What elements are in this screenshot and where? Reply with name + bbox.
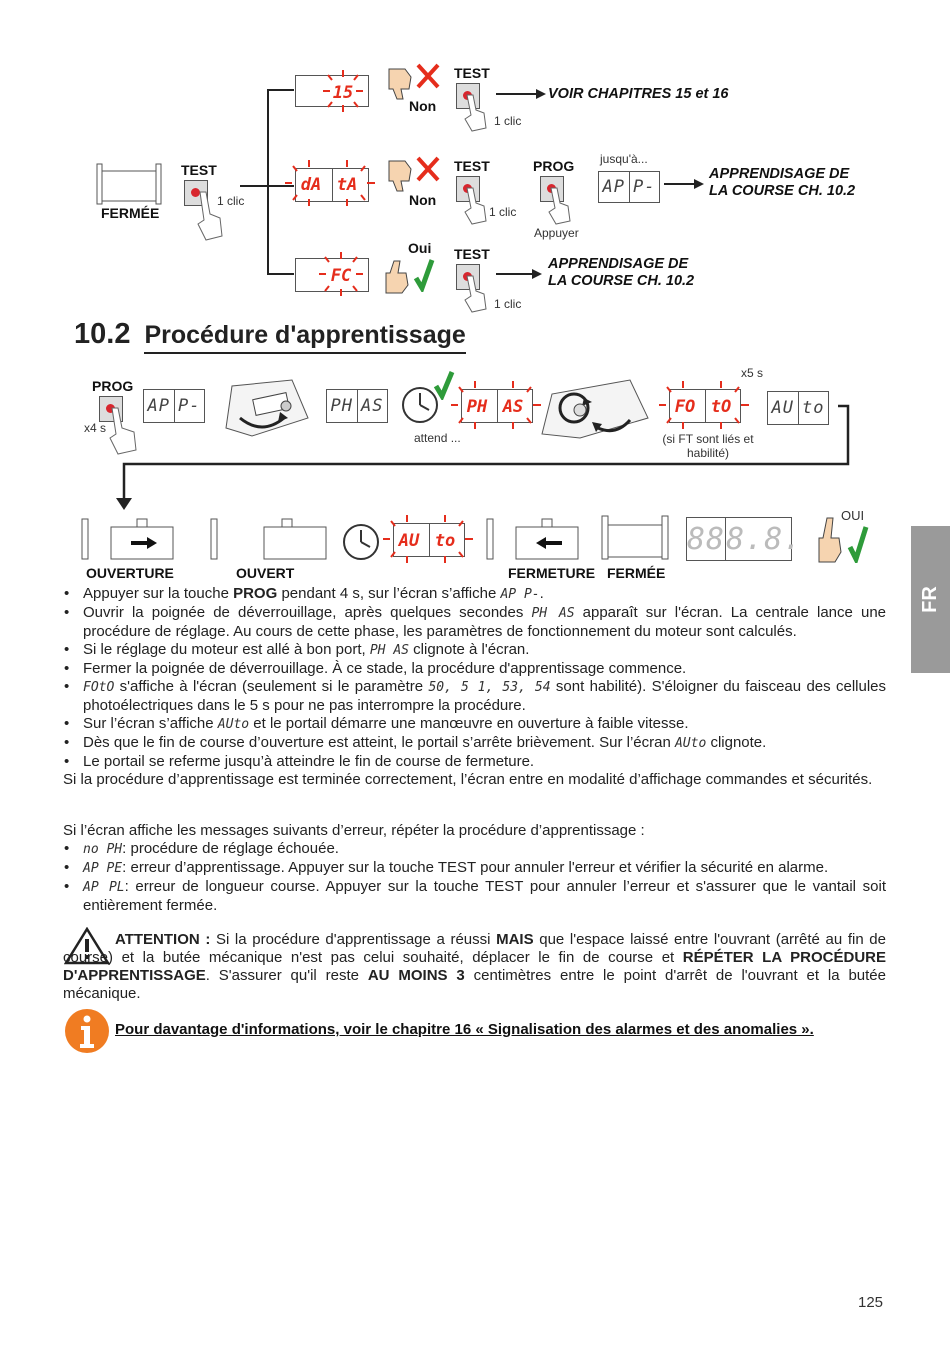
label-closing: FERMETURE (508, 565, 596, 581)
error-1: • no PH: procédure de réglage échouée. (63, 840, 886, 859)
error-2: • AP PE: erreur d’apprentissage. Appuyer sur la touche TEST pour annuler l'erreur et vérifier la sécurité en alarme. (63, 859, 886, 878)
one-click-text-2: 1 clic (489, 205, 517, 219)
branch1-target: VOIR CHAPITRES 15 et 16 (548, 86, 729, 102)
display-data-text-1: dA (300, 175, 322, 195)
prog-label-2: PROG (92, 378, 134, 394)
lcd-2-left: PH (330, 396, 353, 416)
ft-note-line2: habilité) (686, 446, 730, 460)
thumbs-up-icon (813, 512, 847, 566)
lcd-7-left: 88 (687, 521, 726, 557)
until-text: jusqu'à... (600, 152, 648, 166)
instructions-list (63, 585, 886, 789)
no-label-1: Non (409, 98, 437, 114)
lcd-ap-p (598, 171, 660, 203)
section-heading (74, 318, 466, 354)
lcd-1-right: P- (174, 390, 205, 422)
blink-to-text-2: to (434, 531, 456, 551)
test-label: TEST (181, 162, 217, 178)
gate-open-icon (210, 515, 328, 560)
blink-burst-icon (383, 515, 473, 563)
lcd-1-left: AP (147, 396, 170, 416)
hand-press-icon (462, 93, 488, 133)
step-1: • Appuyer sur la touche PROG pendant 4 s, sur l’écran s’affiche AP P-. (63, 585, 886, 604)
blink-au-text: AU (398, 531, 420, 551)
step-8: • Le portail se referme jusqu’à atteindre le fin de course de fermeture. (63, 753, 886, 771)
test-label-2: TEST (454, 158, 490, 174)
blink-burst-icon (316, 252, 366, 296)
test-label-3: TEST (454, 246, 490, 262)
wait-text: attend ... (414, 431, 461, 445)
gate-closing-icon (486, 515, 581, 560)
branch2-target (709, 166, 855, 200)
info-link[interactable]: Pour davantage d'informations, voir le chapitre 16 « Signalisation des alarmes et des anomalies ». (115, 1021, 814, 1038)
info-icon (64, 1008, 110, 1054)
lcd-ap-p-left: AP (602, 177, 625, 197)
ok-label: OUI (841, 508, 865, 523)
blink-fo-text: FO (674, 397, 696, 417)
lcd-ap-p-right: P- (629, 172, 660, 202)
branch3-target-line1: APPRENDISAGE DE (548, 256, 689, 272)
page-number: 125 (858, 1294, 884, 1311)
arrow-right-icon (496, 268, 542, 280)
test-label-1: TEST (454, 65, 490, 81)
language-tab-label: FR (918, 586, 941, 613)
x5-text: x5 s (741, 366, 764, 380)
hand-press-icon (462, 186, 488, 226)
gate-closed-label: FERMÉE (101, 205, 160, 221)
cross-icon (415, 62, 441, 90)
no-label-2: Non (409, 192, 437, 208)
gate-closed-icon (601, 515, 669, 560)
gate-opening-icon (81, 515, 176, 560)
display-data-text-2: tA (336, 175, 358, 195)
cross-icon (415, 155, 441, 183)
thumbs-down-icon (383, 157, 419, 193)
flow-connector (110, 400, 855, 512)
steps-list (63, 585, 886, 771)
branch2-target-line1: APPRENDISAGE DE (709, 166, 850, 182)
attention-block: ATTENTION : Si la procédure d'apprentissage a réussi MAIS que l'espace laissé entre l'ouvrant (arrêté au fin de course) et la butée mécanique n'est pas celui souhaité, déplacer le fin de course et RÉPÉTER LA PROCÉDURE D'APPRENTISSAGE. S'assurer qu'il reste AU MOINS 3 centimètres entre le point d'arrêt de l'ouvrant et la butée mécanique. (63, 931, 886, 1002)
branch2-target-line2: LA COURSE CH. 10.2 (709, 183, 856, 199)
success-paragraph: Si la procédure d’apprentissage est terminée correctement, l’écran entre en modalité d’affichage commandes et sécurités. (63, 771, 873, 788)
language-tab[interactable] (911, 526, 950, 673)
lcd-2-right: AS (357, 390, 388, 422)
arrow-right-icon (664, 178, 704, 190)
blink-burst-icon (318, 70, 368, 112)
errors-intro: Si l’écran affiche les messages suivants d’erreur, répéter la procédure d’apprentissage : (63, 822, 645, 839)
display-15-text: 15 (332, 83, 354, 103)
step-5: • FOtO s'affiche à l'écran (seulement si le paramètre 50, 5 1, 53, 54 sont habilité). S'éloigner du faisceau des cellules photoélectriques dans le 5 s pour ne pas interrompre la procédure. (63, 678, 886, 715)
lcd-7-right: 8.8. (725, 518, 802, 560)
arrow-right-icon (496, 88, 546, 100)
section-title: Procédure d'apprentissage (144, 321, 465, 354)
label-opening: OUVERTURE (86, 565, 174, 581)
lcd-8888 (686, 517, 803, 561)
hand-press-icon (546, 186, 572, 226)
blink-burst-icon (285, 160, 375, 206)
press-text: Appuyer (534, 226, 579, 240)
branch3-target-line2: LA COURSE CH. 10.2 (548, 273, 695, 289)
label-open: OUVERT (236, 565, 295, 581)
attention-label: ATTENTION : (115, 931, 211, 948)
step-6: • Sur l’écran s’affiche AUto et le portail démarre une manœuvre en ouverture à faible vitesse. (63, 715, 886, 734)
lcd-5-right: to (798, 392, 829, 424)
check-icon (413, 258, 435, 292)
one-click-text: 1 clic (217, 194, 245, 208)
gate-closed-icon (96, 163, 162, 205)
thumbs-up-icon (380, 257, 414, 297)
step-4: • Fermer la poignée de déverrouillage. À ce stade, la procédure d'apprentissage commence. (63, 660, 886, 678)
step-3: • Si le réglage du moteur est allé à bon port, PH AS clignote à l'écran. (63, 641, 886, 660)
one-click-text-1: 1 clic (494, 114, 522, 128)
errors-block (63, 822, 886, 915)
check-icon (847, 525, 869, 563)
hand-press-icon (462, 274, 488, 314)
one-click-text-3: 1 clic (494, 297, 522, 311)
yes-label: Oui (408, 240, 432, 256)
ft-note-line1: (si FT sont liés et (662, 432, 754, 446)
blink-ph-text: PH (466, 397, 488, 417)
display-fc-text: FC (330, 266, 352, 286)
blink-as-text: AS (502, 397, 524, 417)
step-7: • Dès que le fin de course d’ouverture est atteint, le portail s’arrête brièvement. Sur l’écran AUto clignote. (63, 734, 886, 753)
errors-list (63, 840, 886, 915)
lcd-5-left: AU (771, 398, 794, 418)
step-2: • Ouvrir la poignée de déverrouillage, après quelques secondes PH AS apparaît sur l'écran. La centrale lance une procédure de réglage. Au cours de cette phase, les paramètres de fonctionnement du moteur sont calculés. (63, 604, 886, 641)
branch3-target (548, 256, 694, 290)
prog-label: PROG (533, 158, 575, 174)
clock-icon (342, 523, 380, 561)
error-3: • AP PL: erreur de longueur course. Appuyer sur la touche TEST pour annuler l’erreur et s'assurer que le vantail soit entièrement fermée. (63, 878, 886, 915)
label-closed: FERMÉE (607, 565, 666, 581)
section-number: 10.2 (74, 318, 131, 350)
x4-text: x4 s (84, 421, 107, 435)
thumbs-down-icon (383, 65, 419, 101)
blink-to-text: tO (710, 397, 732, 417)
